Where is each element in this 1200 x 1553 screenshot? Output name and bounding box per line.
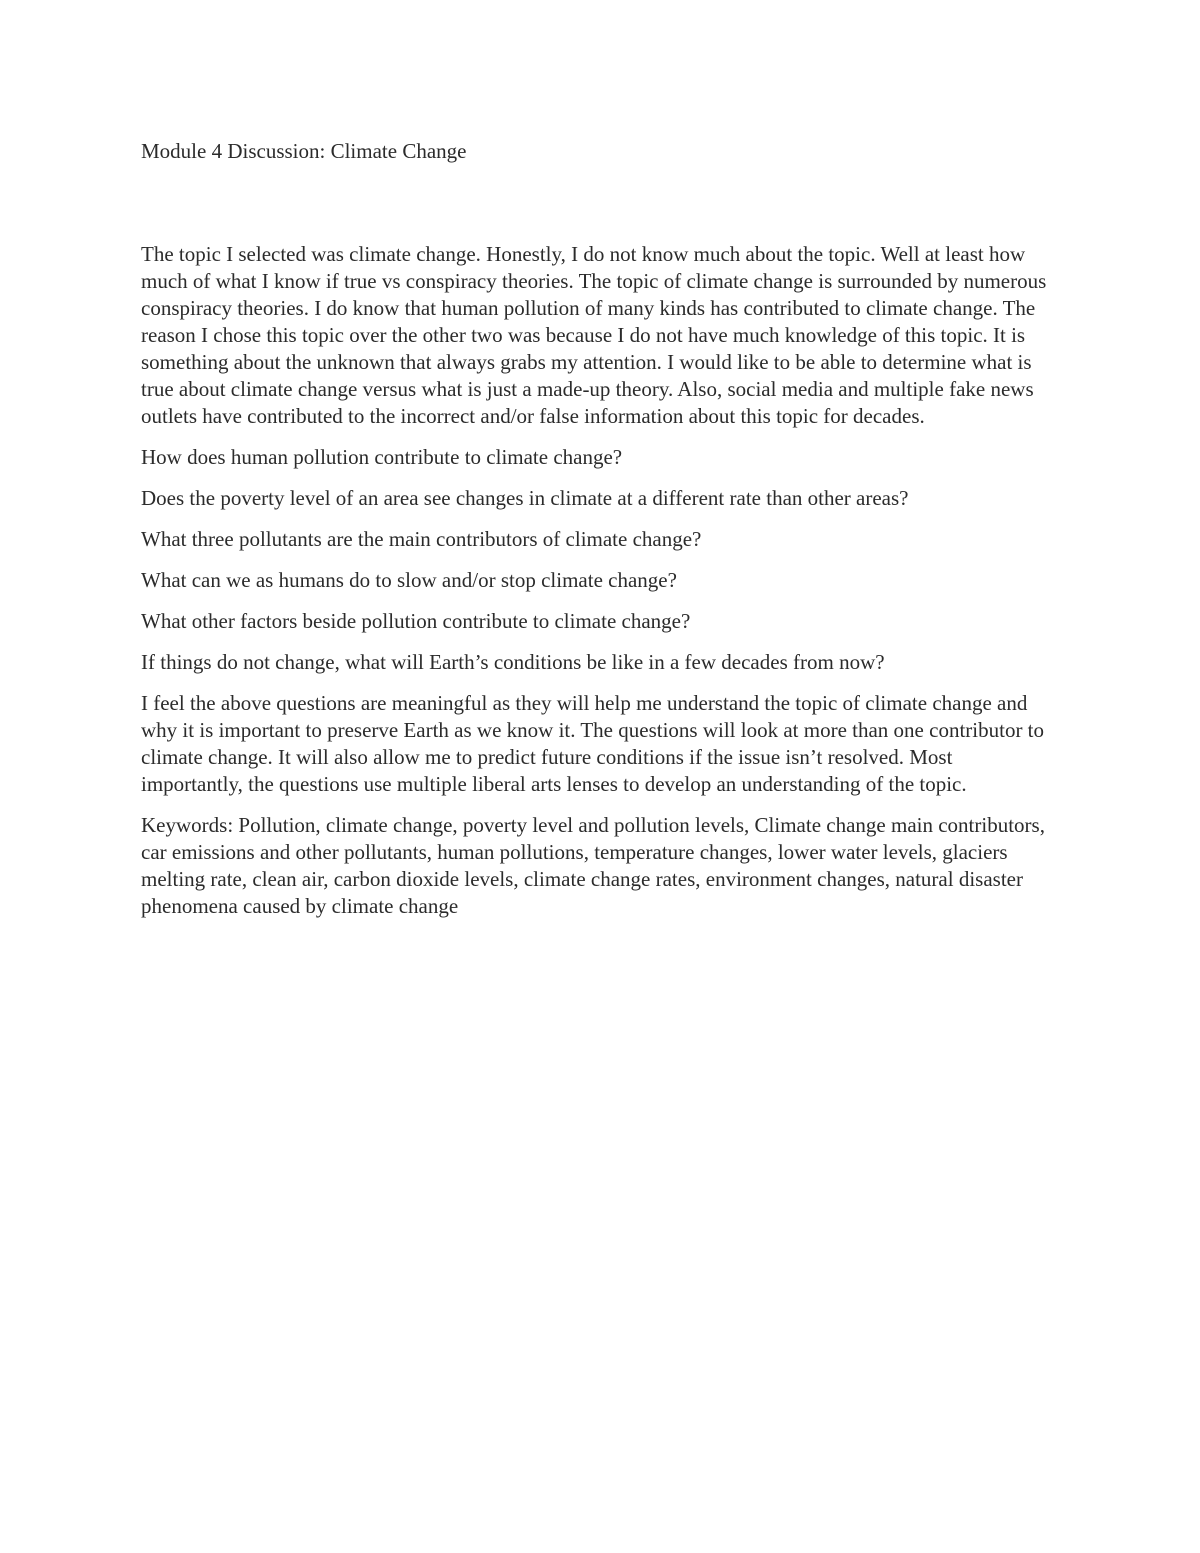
- question-4: What can we as humans do to slow and/or stop climate change?: [141, 568, 677, 592]
- question-6: If things do not change, what will Earth’s conditions be like in a few decades from now?: [141, 650, 885, 674]
- question-3: What three pollutants are the main contributors of climate change?: [141, 527, 702, 551]
- document-body: [141, 138, 1059, 920]
- closing-paragraph: I feel the above questions are meaningful as they will help me understand the topic of climate change and why it is important to preserve Earth as we know it. The questions will look at more than one contributor to climate change. It will also allow me to predict future conditions if the issue isn’t resolved. Most importantly, the questions use multiple liberal arts lenses to develop an understanding of the topic.: [141, 691, 1045, 796]
- question-5: What other factors beside pollution contribute to climate change?: [141, 609, 691, 633]
- question-2: Does the poverty level of an area see changes in climate at a different rate than other areas?: [141, 486, 909, 510]
- document-title: Module 4 Discussion: Climate Change: [141, 139, 467, 163]
- intro-paragraph: The topic I selected was climate change. Honestly, I do not know much about the topic. Well at least how much of what I know if true vs conspiracy theories. The topic of climate change is surrounded by numerous conspiracy theories. I do know that human pollution of many kinds has contributed to climate change. The reason I chose this topic over the other two was because I do not have much knowledge of this topic. It is something about the unknown that always grabs my attention. I would like to be able to determine what is true about climate change versus what is just a made-up theory. Also, social media and multiple fake news outlets have contributed to the incorrect and/or false information about this topic for decades.: [141, 242, 1047, 428]
- keywords-paragraph: Keywords: Pollution, climate change, poverty level and pollution levels, Climate change main contributors, car emissions and other pollutants, human pollutions, temperature changes, lower water levels, glaciers melting rate, clean air, carbon dioxide levels, climate change rates, environment changes, natural disaster phenomena caused by climate change: [141, 813, 1045, 918]
- question-1: How does human pollution contribute to climate change?: [141, 445, 623, 469]
